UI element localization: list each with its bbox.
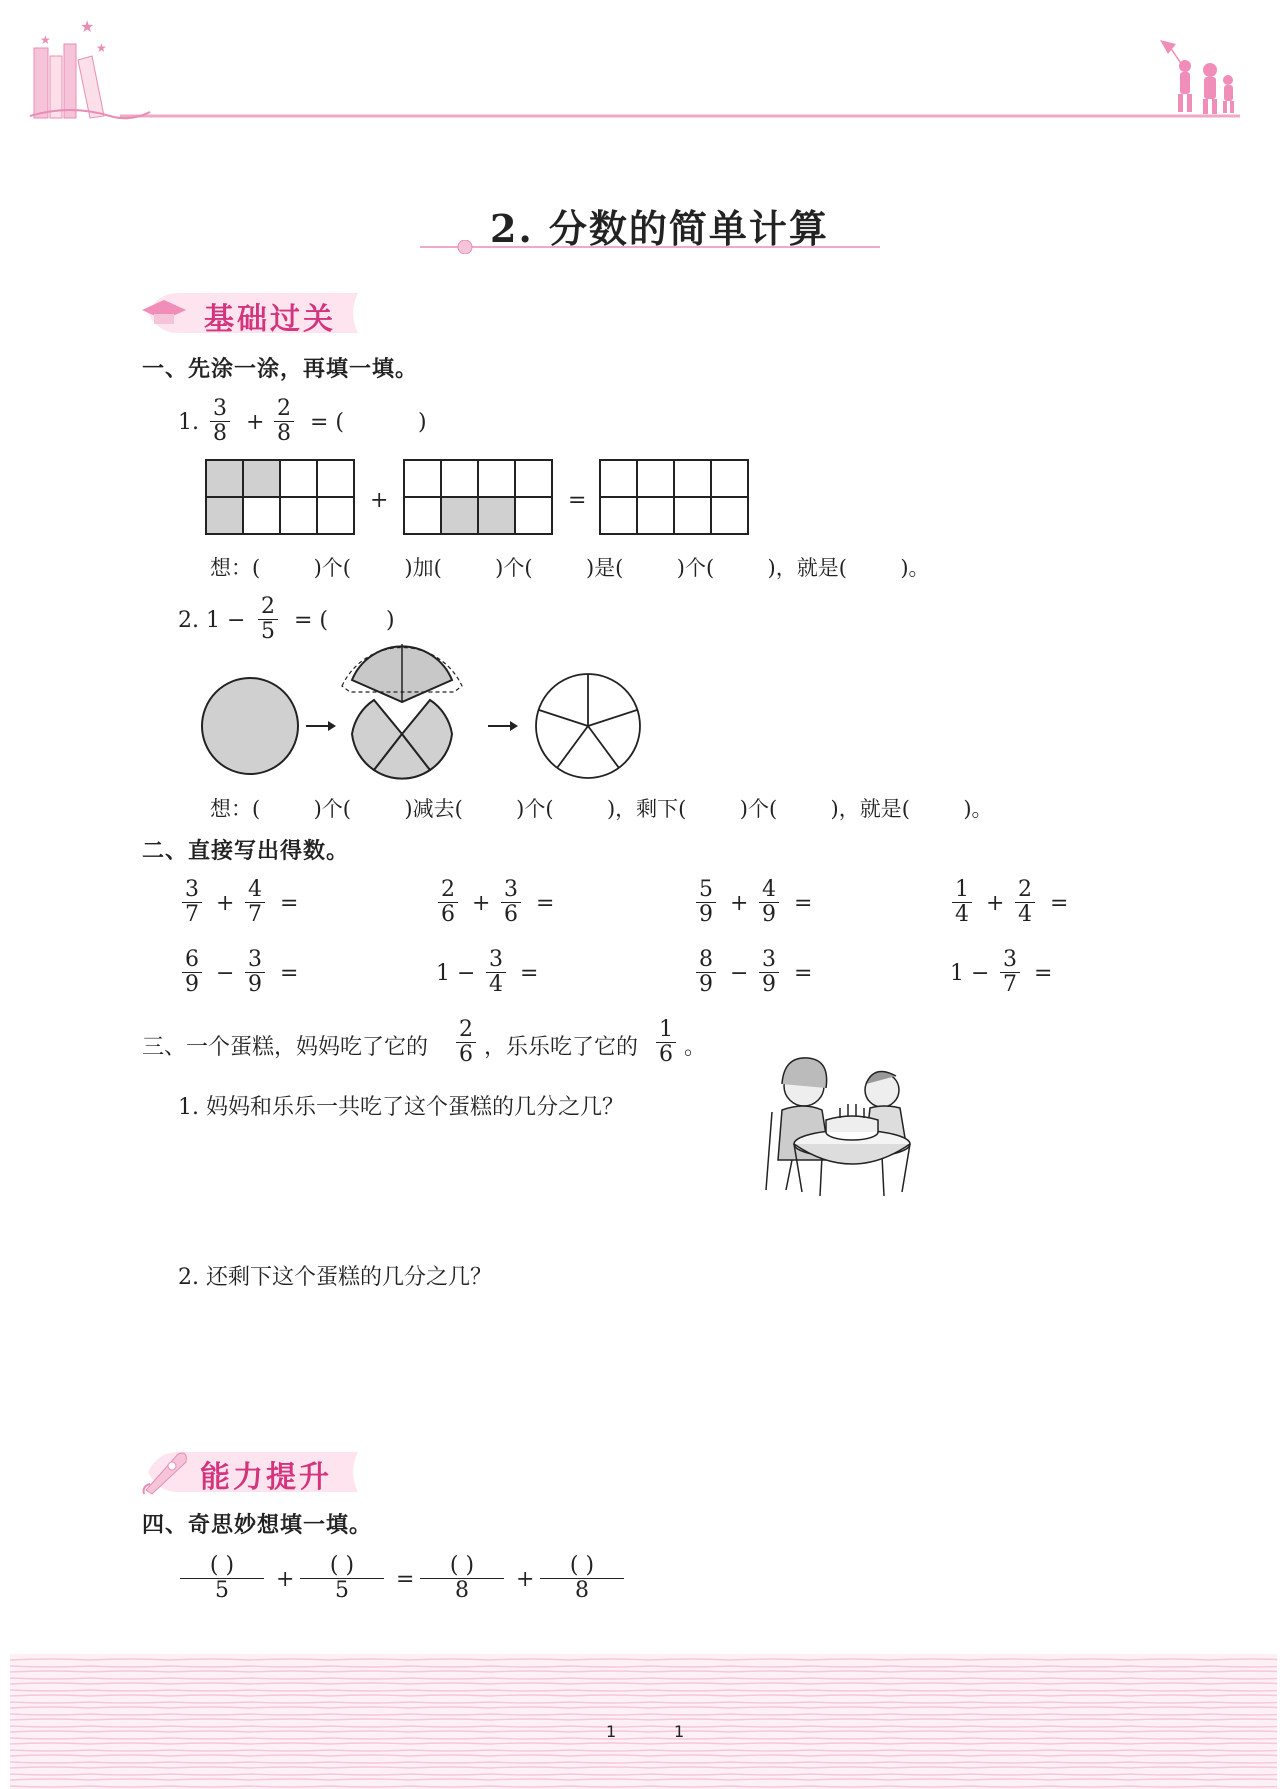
fraction: 2 6 [456, 1018, 476, 1067]
q3-sub2: 2. 还剩下这个蛋糕的几分之几？ [178, 1265, 492, 1290]
q3-heading-b: ，乐乐吃了它的 [484, 1035, 639, 1060]
svg-text:★: ★ [40, 33, 51, 47]
grid-left [206, 460, 354, 534]
grid-equals: = [568, 488, 587, 513]
blank-fraction[interactable]: ( ) 8 [540, 1554, 624, 1603]
q1-p1-label: 1. [178, 410, 199, 435]
plus-sign: + [516, 1567, 535, 1592]
fraction: 2 5 [258, 595, 278, 644]
blank-fraction[interactable]: ( ) 5 [180, 1554, 264, 1603]
children-silhouette-icon [1160, 40, 1234, 114]
fraction: 2 8 [274, 397, 294, 446]
q1-heading: 一、先涂一涂，再填一填。 [142, 356, 419, 382]
equals-sign: = [396, 1567, 415, 1592]
blank-fraction[interactable]: ( ) 8 [420, 1554, 504, 1603]
q1-p2-think[interactable]: 想：( )个( )减去( )个( )，剩下( )个( )，就是( )。 [210, 797, 993, 821]
plus-sign: + [246, 410, 265, 435]
svg-text:★: ★ [96, 41, 107, 55]
empty-circle [536, 674, 640, 778]
q1-circle-diagram [196, 640, 656, 780]
arrow-right-icon [306, 721, 336, 731]
q1-p2-label: 2. 1 − [178, 608, 246, 633]
title-underline [420, 240, 880, 254]
section-title-basic: 基础过关 [204, 302, 336, 337]
mother-child-cake-illustration [752, 1040, 932, 1210]
q1-p1-think[interactable]: 想：( )个( )加( )个( )是( )个( )，就是( )。 [210, 556, 930, 580]
section-title-advance: 能力提升 [200, 1460, 332, 1495]
q3-sub1: 1. 妈妈和乐乐一共吃了这个蛋糕的几分之几？ [178, 1095, 624, 1120]
fraction: 3 8 [210, 397, 230, 446]
books-icon [30, 17, 150, 118]
q1-grid-diagram [200, 456, 760, 540]
footer-band [10, 1654, 1277, 1789]
cut-circle [342, 644, 462, 779]
equals-open: = ( [294, 608, 329, 633]
page-number: 1 [674, 1722, 685, 1741]
blank-fraction[interactable]: ( ) 5 [300, 1554, 384, 1603]
q2-heading: 二、直接写出得数。 [142, 838, 350, 864]
answer-close: ) [386, 608, 395, 633]
grid-plus: + [370, 488, 389, 513]
fraction: 1 6 [656, 1018, 676, 1067]
q3-heading-a: 三、一个蛋糕，妈妈吃了它的 [142, 1035, 429, 1060]
q4-heading: 四、奇思妙想填一填。 [142, 1512, 373, 1538]
grid-right [600, 460, 748, 534]
answer-close: ) [418, 410, 427, 435]
equals-open: = ( [310, 410, 345, 435]
q3-heading-c: 。 [684, 1035, 707, 1060]
page-title: 2. 分数的简单计算 [490, 206, 829, 251]
header-decoration [0, 0, 1287, 140]
grid-middle [404, 460, 552, 534]
svg-text:★: ★ [80, 17, 95, 36]
page-number: 1 [606, 1722, 617, 1741]
plus-sign: + [276, 1567, 295, 1592]
arrow-right-icon [488, 721, 518, 731]
